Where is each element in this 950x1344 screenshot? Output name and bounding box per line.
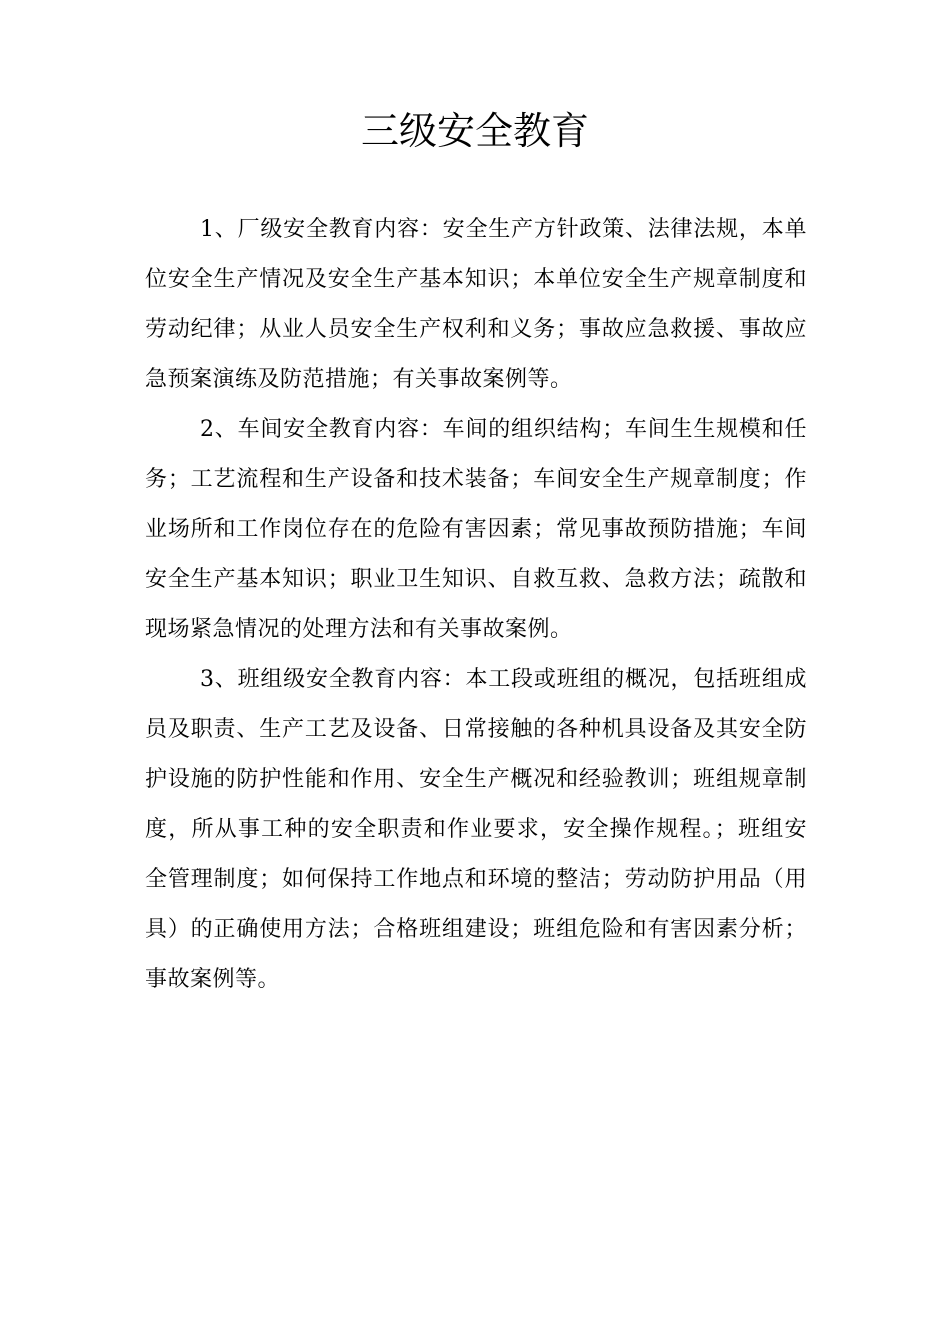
document-body bbox=[145, 205, 807, 1005]
paragraph-team-level: 3、班组级安全教育内容：本工段或班组的概况，包括班组成员及职责、生产工艺及设备、日常接触的各种机具设备及其安全防护设施的防护性能和作用、安全生产概况和经验教训；班组规章制度，所从事工种的安全职责和作业要求，安全操作规程。；班组安全管理制度；如何保持工作地点和环境的整洁；劳动防护用品（用具）的正确使用方法；合格班组建设；班组危险和有害因素分析；事故案例等。 bbox=[145, 667, 807, 992]
document-title: 三级安全教育 bbox=[360, 109, 589, 153]
paragraph-workshop-level: 2、车间安全教育内容：车间的组织结构；车间生生规模和任务；工艺流程和生产设备和技术装备；车间安全生产规章制度；作业场所和工作岗位存在的危险有害因素；常见事故预防措施；车间安全生产基本知识；职业卫生知识、自救互救、急救方法；疏散和现场紧急情况的处理方法和有关事故案例。 bbox=[145, 417, 807, 642]
paragraph-factory-level: 1、厂级安全教育内容：安全生产方针政策、法律法规，本单位安全生产情况及安全生产基本知识；本单位安全生产规章制度和劳动纪律；从业人员安全生产权利和义务；事故应急救援、事故应急预案演练及防范措施；有关事故案例等。 bbox=[145, 217, 807, 392]
